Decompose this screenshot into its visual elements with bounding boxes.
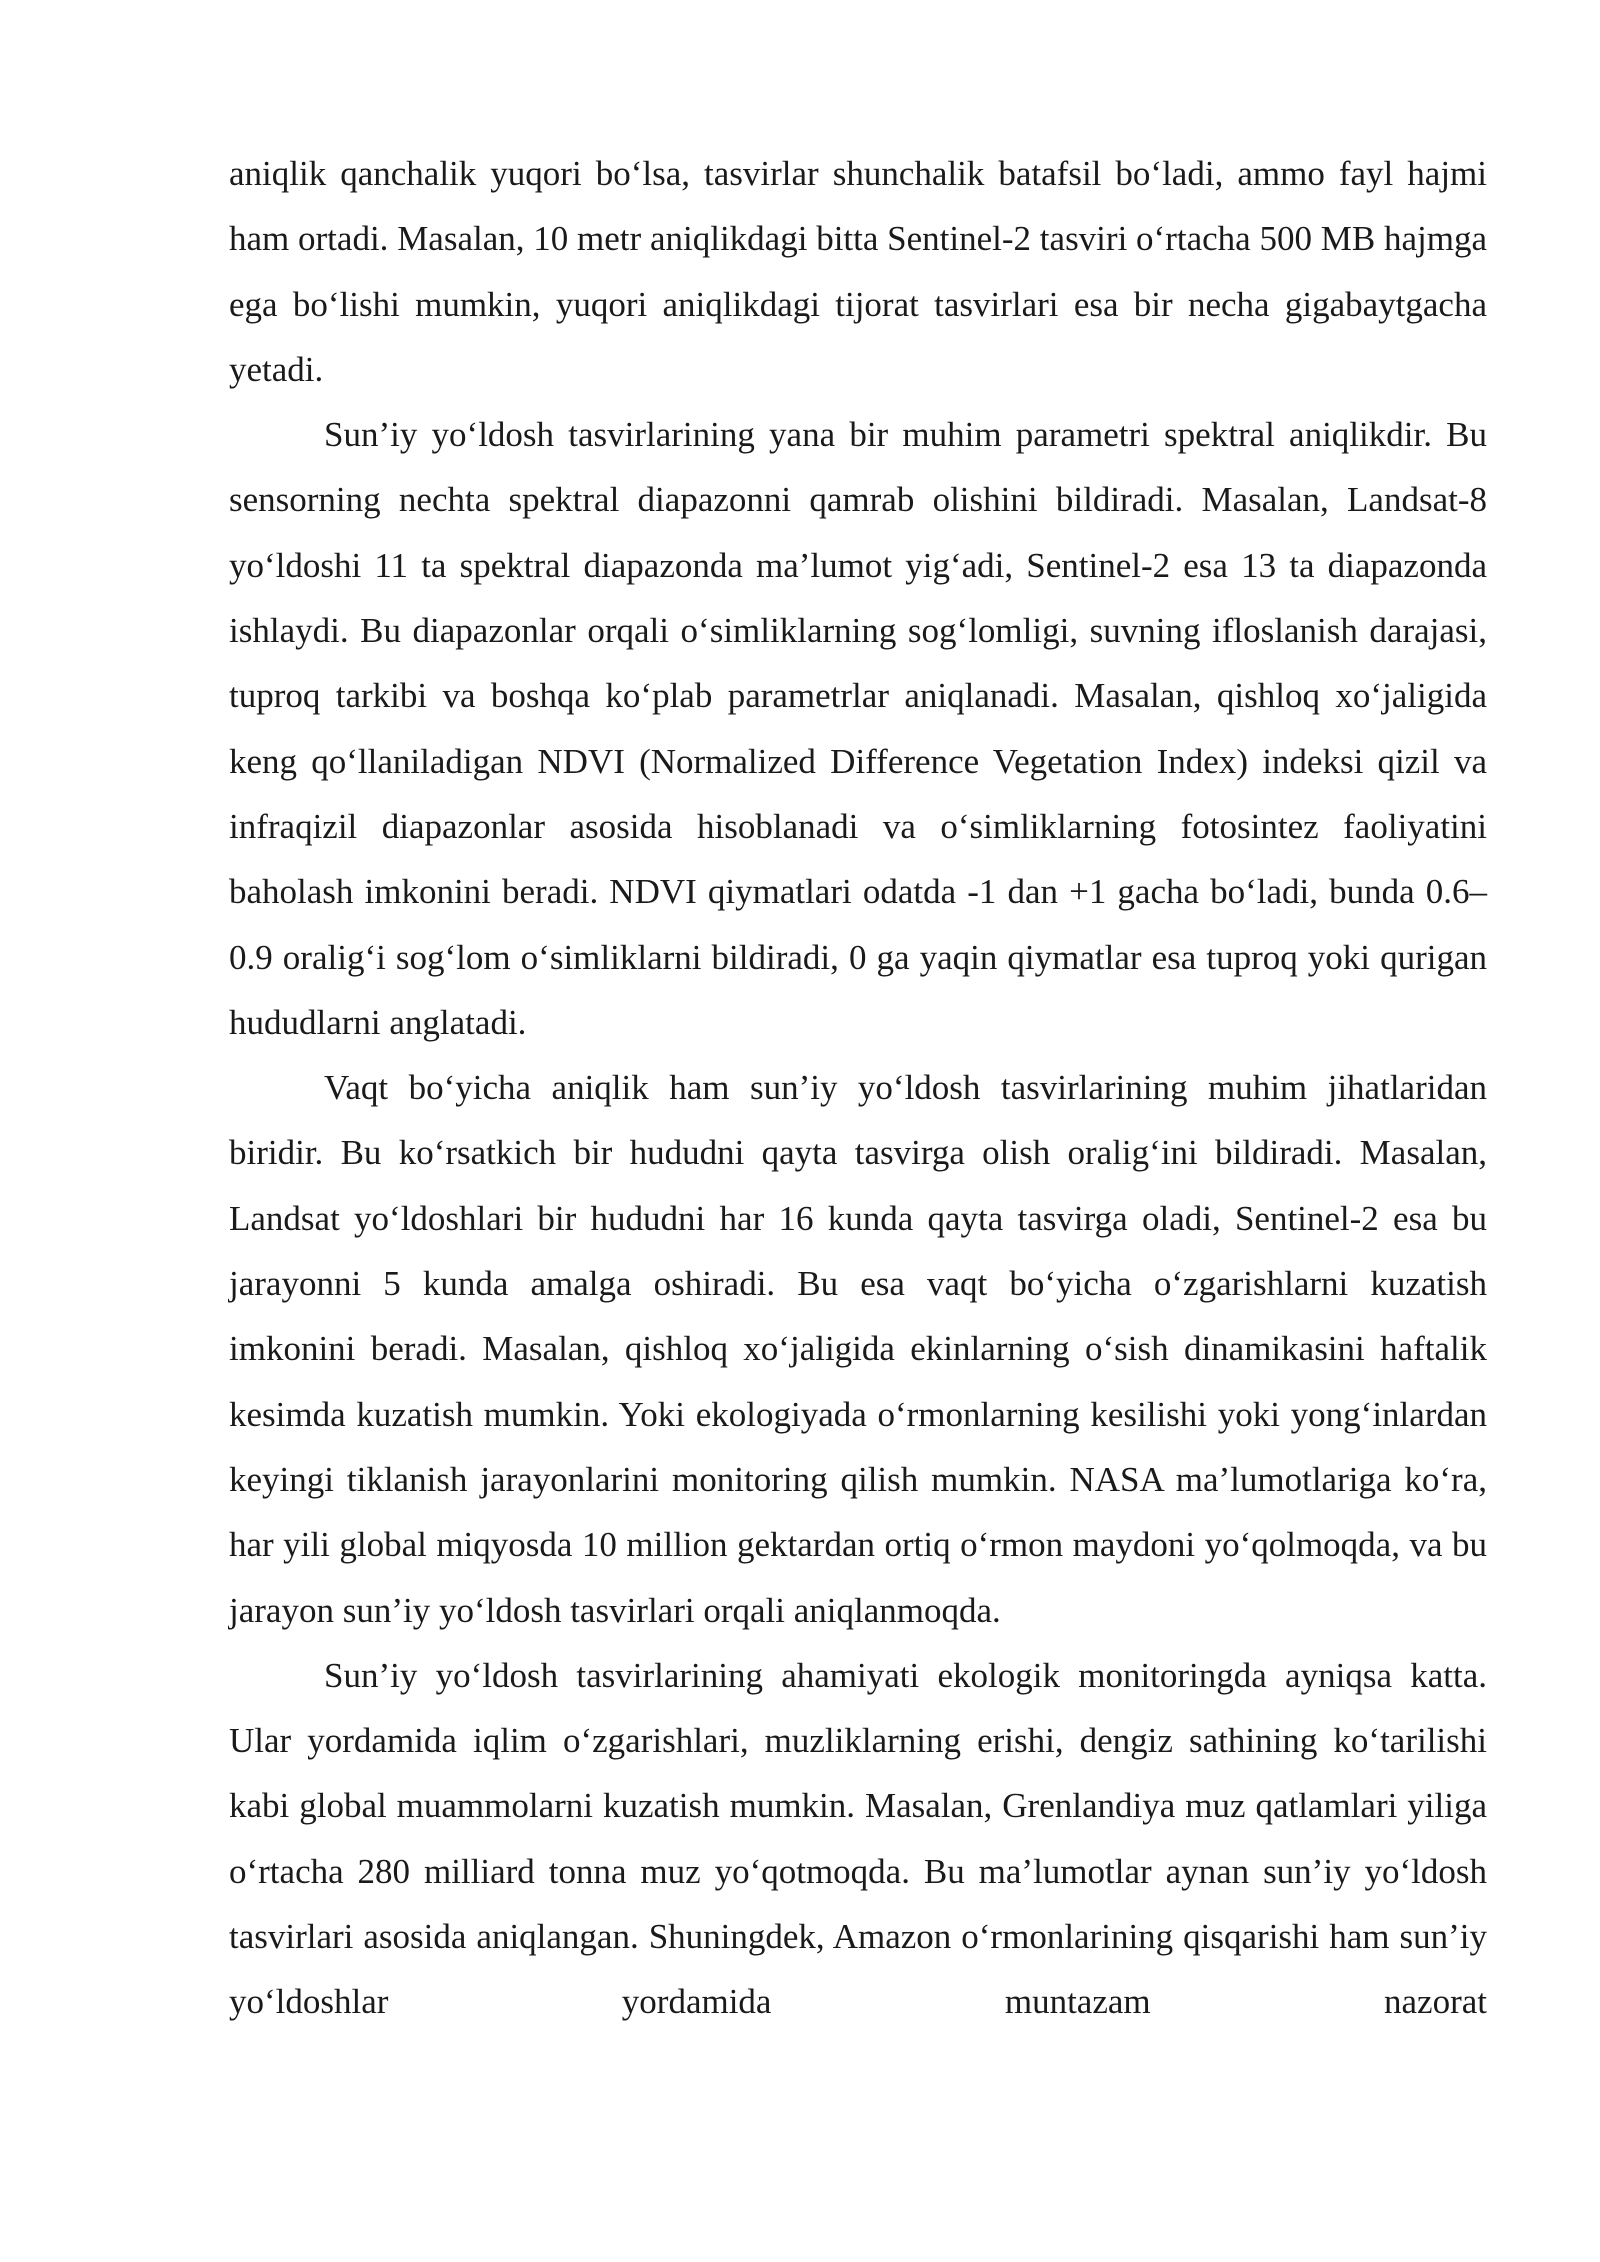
body-text (229, 141, 1487, 2035)
paragraph-temporal-resolution: Vaqt bo‘yicha aniqlik ham sun’iy yo‘ldosh tasvirlarining muhim jihatlaridan biridir. Bu ko‘rsatkich bir hududni qayta tasvirga olish oralig‘ini bildiradi. Masalan, Landsat yo‘ldoshlari bir hududni har 16 kunda qayta tasvirga oladi, Sentinel-2 esa bu jarayonni 5 kunda amalga oshiradi. Bu esa vaqt bo‘yicha o‘zgarishlarni kuzatish imkonini beradi. Masalan, qishloq xo‘jaligida ekinlarning o‘sish dinamikasini haftalik kesimda kuzatish mumkin. Yoki ekologiyada o‘rmonlarning kesilishi yoki yong‘inlardan keyingi tiklanish jarayonlarini monitoring qilish mumkin. NASA ma’lumotlariga ko‘ra, har yili global miqyosda 10 million gektardan ortiq o‘rmon maydoni yo‘qolmoqda, va bu jarayon sun’iy yo‘ldosh tasvirlari orqali aniqlanmoqda. (229, 1068, 1487, 1630)
paragraph-spectral-resolution: Sun’iy yo‘ldosh tasvirlarining yana bir muhim parametri spektral aniqlikdir. Bu sensorning nechta spektral diapazonni qamrab olishini bildiradi. Masalan, Landsat-8 yo‘ldoshi 11 ta spektral diapazonda ma’lumot yig‘adi, Sentinel-2 esa 13 ta diapazonda ishlaydi. Bu diapazonlar orqali o‘simliklarning sog‘lomligi, suvning ifloslanish darajasi, tuproq tarkibi va boshqa ko‘plab parametrlar aniqlanadi. Masalan, qishloq xo‘jaligida keng qo‘llaniladigan NDVI (Normalized Difference Vegetation Index) indeksi qizil va infraqizil diapazonlar asosida hisoblanadi va o‘simliklarning fotosintez faoliyatini baholash imkonini beradi. NDVI qiymatlari odatda -1 dan +1 gacha bo‘ladi, bunda 0.6–0.9 oralig‘i sog‘lom o‘simliklarni bildiradi, 0 ga yaqin qiymatlar esa tuproq yoki qurigan hududlarni anglatadi. (229, 415, 1487, 1042)
paragraph-continued: aniqlik qanchalik yuqori bo‘lsa, tasvirlar shunchalik batafsil bo‘ladi, ammo fayl hajmi ham ortadi. Masalan, 10 metr aniqlikdagi bitta Sentinel-2 tasviri o‘rtacha 500 MB hajmga ega bo‘lishi mumkin, yuqori aniqlikdagi tijorat tasvirlari esa bir necha gigabaytgacha yetadi. (229, 154, 1487, 389)
paragraph-ecological-monitoring: Sun’iy yo‘ldosh tasvirlarining ahamiyati ekologik monitoringda ayniqsa katta. Ular yordamida iqlim o‘zgarishlari, muzliklarning erishi, dengiz sathining ko‘tarilishi kabi global muammolarni kuzatish mumkin. Masalan, Grenlandiya muz qatlamlari yiliga o‘rtacha 280 milliard tonna muz yo‘qotmoqda. Bu ma’lumotlar aynan sun’iy yo‘ldosh tasvirlari asosida aniqlangan. Shuningdek, Amazon o‘rmonlarining qisqarishi ham sun’iy yo‘ldoshlar yordamida muntazam nazorat (229, 1655, 1487, 2022)
